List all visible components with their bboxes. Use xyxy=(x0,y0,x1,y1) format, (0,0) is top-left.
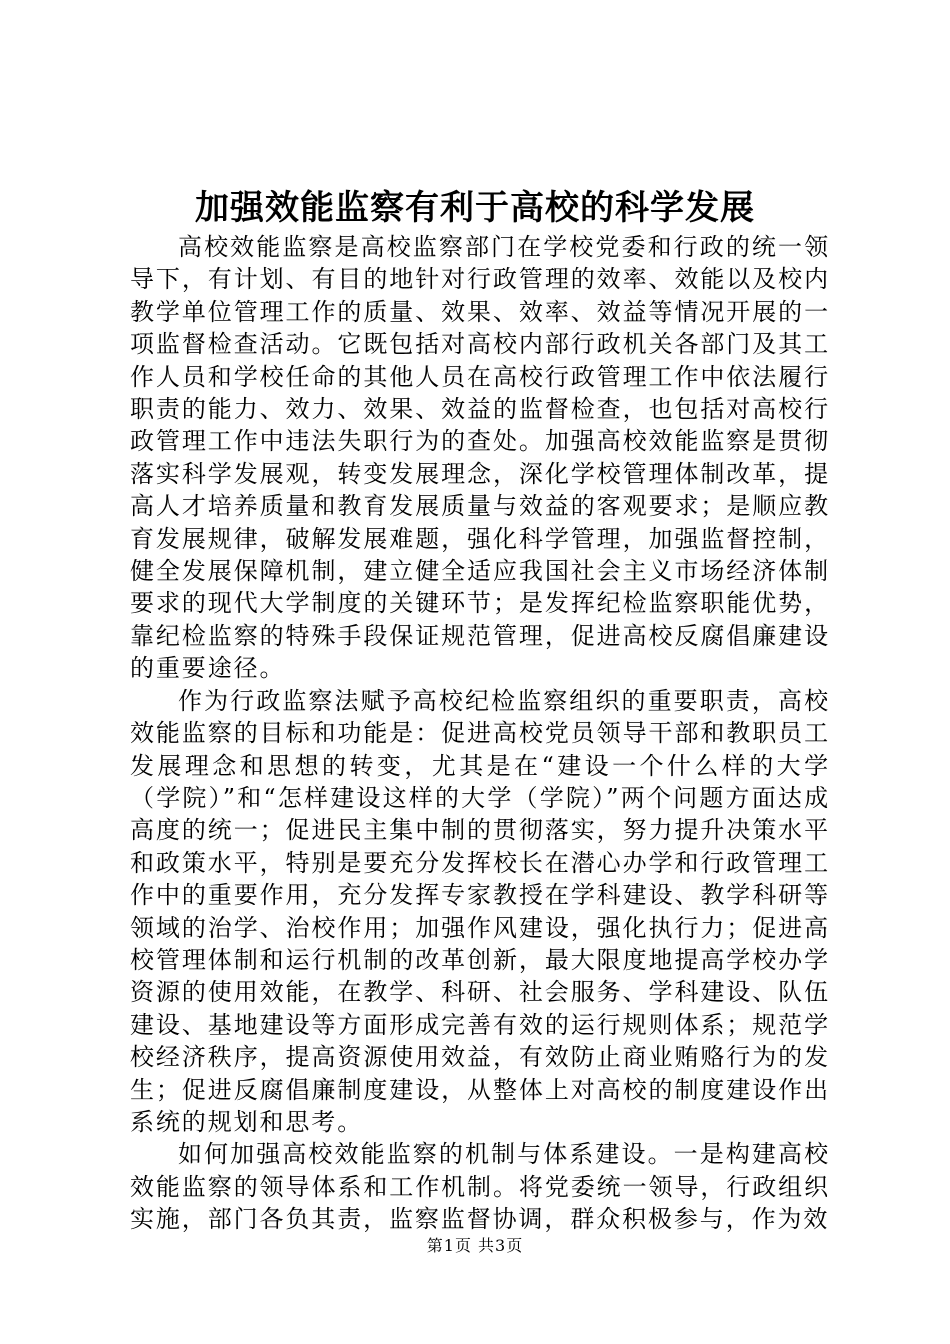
paragraph: 高校效能监察是高校监察部门在学校党委和行政的统一领导下，有计划、有目的地针对行政管理的效率、效能以及校内教学单位管理工作的质量、效果、效率、效益等情况开展的一项监督检查活动。它既包括对高校内部行政机关各部门及其工作人员和学校任命的其他人员在高校行政管理工作中依法履行职责的能力、效力、效果、效益的监督检查，也包括对高校行政管理工作中违法失职行为的查处。加强高校效能监察是贯彻落实科学发展观，转变发展理念，深化学校管理体制改革，提高人才培养质量和教育发展质量与效益的客观要求；是顺应教育发展规律，破解发展难题，强化科学管理，加强监督控制，健全发展保障机制，建立健全适应我国社会主义市场经济体制要求的现代大学制度的关键环节；是发挥纪检监察职能优势，靠纪检监察的特殊手段保证规范管理，促进高校反腐倡廉建设的重要途径。 xyxy=(130,233,830,683)
paragraph: 作为行政监察法赋予高校纪检监察组织的重要职责，高校效能监察的目标和功能是：促进高校党员领导干部和教职员工发展理念和思想的转变，尤其是在“建设一个什么样的大学（学院）”和“怎样建设这样的大学（学院）”两个问题方面达成高度的统一；促进民主集中制的贯彻落实，努力提升决策水平和政策水平，特别是要充分发挥校长在潜心办学和行政管理工作中的重要作用，充分发挥专家教授在学科建设、教学科研等领域的治学、治校作用；加强作风建设，强化执行力；促进高校管理体制和运行机制的改革创新，最大限度地提高学校办学资源的使用效能，在教学、科研、社会服务、学科建设、队伍建设、基地建设等方面形成完善有效的运行规则体系；规范学校经济秩序，提高资源使用效益，有效防止商业贿赂行为的发生；促进反腐倡廉制度建设，从整体上对高校的制度建设作出系统的规划和思考。 xyxy=(130,686,830,1136)
document-title: 加强效能监察有利于高校的科学发展 xyxy=(195,188,755,228)
page-number-footer: 第1页 共3页 xyxy=(426,1236,524,1255)
document-body xyxy=(130,231,830,1236)
paragraph: 如何加强高校效能监察的机制与体系建设。一是构建高校效能监察的领导体系和工作机制。将党委统一领导，行政组织实施，部门各负其责，监察监督协调，群众积极参与，作为效 xyxy=(130,1140,830,1234)
